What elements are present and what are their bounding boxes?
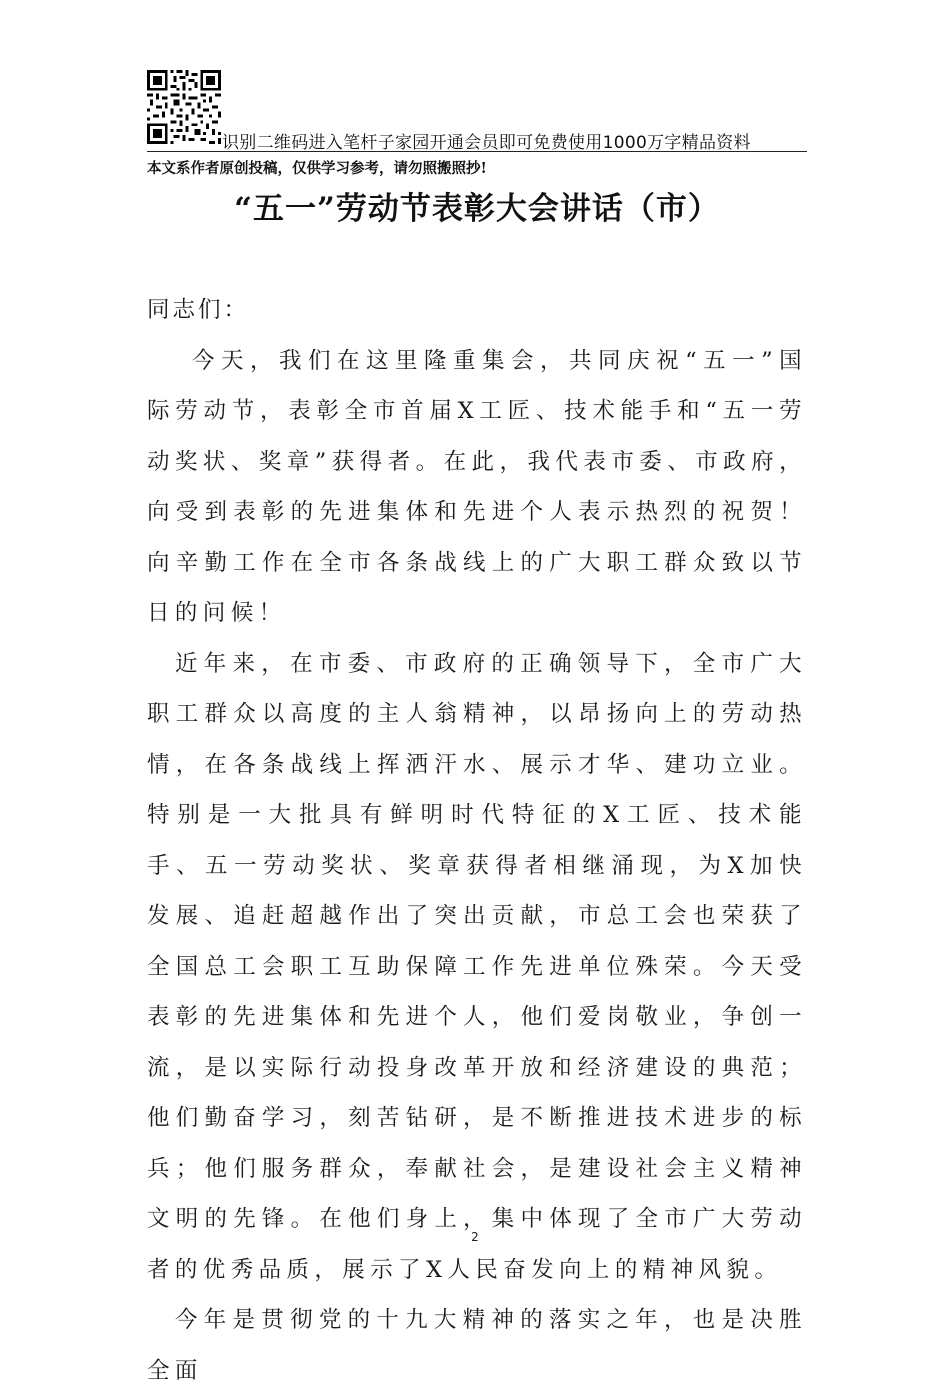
paragraph: 今年是贯彻党的十九大精神的落实之年，也是决胜全面	[147, 1307, 807, 1384]
header-divider	[147, 151, 807, 152]
salutation: 同志们：	[147, 297, 250, 323]
qr-code-icon	[147, 70, 221, 144]
page-number: 2	[471, 1230, 479, 1244]
copyright-notice: 本文系作者原创投稿，仅供学习参考，请勿照搬照抄!	[147, 160, 487, 177]
page-title: “五一”劳动节表彰大会讲话（市）	[234, 191, 720, 227]
qr-code-graphic	[147, 70, 221, 144]
paragraph: 近年来，在市委、市政府的正确领导下，全市广大职工群众以高度的主人翁精神，以昂扬向上的劳动热情，在各条战线上挥洒汗水、展示才华、建功立业。特别是一大批具有鲜明时代特征的X工匠、技术能手、五一劳动奖状、奖章获得者相继涌现，为X加快发展、追赶超越作出了突出贡献，市总工会也荣获了全国总工会职工互助保障工作先进单位殊荣。今天受表彰的先进集体和先进个人，他们爱岗敬业，争创一流，是以实际行动投身改革开放和经济建设的典范；他们勤奋学习，刻苦钻研，是不断推进技术进步的标兵；他们服务群众，奉献社会，是建设社会主义精神文明的先锋。在他们身上，集中体现了全市广大劳动者的优秀品质，展示了X人民奋发向上的精神风貌。	[147, 650, 807, 1283]
paragraph: 今天，我们在这里隆重集会，共同庆祝“五一”国际劳动节，表彰全市首届X工匠、技术能手和“五一劳动奖状、奖章”获得者。在此，我代表市委、市政府，向受到表彰的先进集体和先进个人表示热烈的祝贺！向辛勤工作在全市各条战线上的广大职工群众致以节日的问候！	[147, 347, 807, 626]
promo-text: 识别二维码进入笔杆子家园开通会员即可免费使用1000万字精品资料	[222, 133, 751, 153]
